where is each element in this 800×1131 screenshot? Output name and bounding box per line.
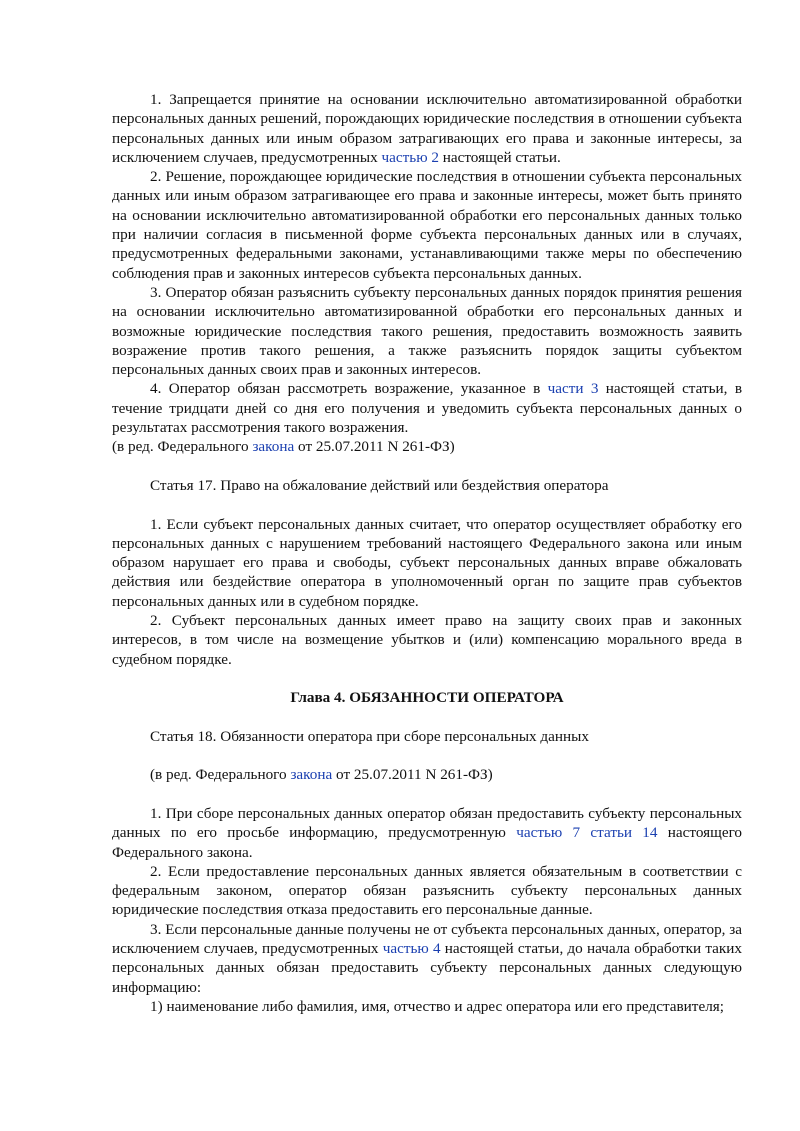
article18-amendment-note xyxy=(112,765,742,784)
text: настоящей статьи, до начала обработки таких персональных данных обязан предоставить субъекту персональных данных следующую информацию: xyxy=(112,940,743,996)
link-law[interactable]: закона xyxy=(252,438,295,456)
chapter4-title: Глава 4. ОБЯЗАННОСТИ ОПЕРАТОРА xyxy=(290,689,564,707)
spacer xyxy=(112,785,742,804)
link-law[interactable]: закона xyxy=(290,766,333,784)
article17-title: Статья 17. Право на обжалование действий или бездействия оператора xyxy=(150,476,609,494)
spacer xyxy=(112,708,742,727)
article18-paragraph-1 xyxy=(112,804,742,862)
text: от 25.07.2011 N 261-ФЗ) xyxy=(332,766,493,784)
article16-paragraph-1 xyxy=(112,90,742,167)
article17-paragraph-2: 2. Субъект персональных данных имеет право на защиту своих прав и законных интересов, в том числе на возмещение убытков и (или) компенсацию морального вреда в судебном порядке. xyxy=(112,612,742,668)
link-part-4[interactable]: частью 4 xyxy=(382,940,441,958)
link-part-3[interactable]: части 3 xyxy=(547,380,599,398)
article16-paragraph-4 xyxy=(112,379,742,437)
text: (в ред. Федерального xyxy=(112,438,253,456)
link-part-7-article-14[interactable]: частью 7 статьи 14 xyxy=(516,824,658,842)
link-part-2[interactable]: частью 2 xyxy=(381,148,439,166)
text: от 25.07.2011 N 261-ФЗ) xyxy=(294,438,455,456)
article18-list-item-1: 1) наименование либо фамилия, имя, отчество и адрес оператора или его представителя; xyxy=(150,997,724,1015)
text: 4. Оператор обязан рассмотреть возражение, указанное в xyxy=(150,380,548,398)
document-page xyxy=(112,90,742,1016)
article16-amendment-note xyxy=(112,437,742,456)
spacer xyxy=(112,746,742,765)
text: настоящей статьи. xyxy=(438,148,561,166)
spacer xyxy=(112,669,742,688)
text: (в ред. Федерального xyxy=(150,766,291,784)
text: 3. Если персональные данные получены не от субъекта персональных данных, оператор, за исключением случаев, предусмотренных xyxy=(112,920,742,958)
article16-paragraph-2: 2. Решение, порождающее юридические последствия в отношении субъекта персональных данных или иным образом затрагивающее его права и законные интересы, может быть принято на основании исключительно автоматизированной обработки его персональных данных только при наличии согласия в письменной форме субъекта персональных данных или в случаях, предусмотренных федеральными законами, устанавливающими также меры по обеспечению соблюдения прав и законных интересов субъекта персональных данных. xyxy=(112,168,742,282)
text: настоящего Федерального закона. xyxy=(112,824,743,861)
article17-paragraph-1: 1. Если субъект персональных данных считает, что оператор осуществляет обработку его персональных данных с нарушением требований настоящего Федерального закона или иным образом нарушает его права и свободы, субъект персональных данных вправе обжаловать действия или бездействие оператора в уполномоченный орган по защите прав субъектов персональных данных или в судебном порядке. xyxy=(112,515,742,610)
text: 1. При сборе персональных данных оператор обязан предоставить субъекту персональных данных по его просьбе информацию, предусмотренную xyxy=(112,804,742,842)
article18-paragraph-2: 2. Если предоставление персональных данных является обязательным в соответствии с федеральным законом, оператор обязан разъяснить субъекту персональных данных юридические последствия отказа предоставить его персональные данные. xyxy=(112,862,742,919)
text: настоящей статьи, в течение тридцати дней со дня его получения и уведомить субъекта персональных данных о результатах рассмотрения такого возражения. xyxy=(112,380,742,437)
article16-paragraph-3: 3. Оператор обязан разъяснить субъекту персональных данных порядок принятия решения на основании исключительно автоматизированной обработки его персональных данных и возможные юридические последствия такого решения, предоставить возможность заявить возражение против такого решения, а также разъяснить порядок защиты субъектом персональных данных своих прав и законных интересов. xyxy=(112,283,742,379)
spacer xyxy=(112,457,742,476)
article18-title: Статья 18. Обязанности оператора при сборе персональных данных xyxy=(150,727,589,745)
text: 1. Запрещается принятие на основании исключительно автоматизированной обработки персональных данных решений, порождающих юридические последствия в отношении субъекта персональных данных или иным образом затрагивающих его права и законные интересы, за исключением случаев, предусмотренных xyxy=(112,91,742,166)
spacer xyxy=(112,495,742,514)
article18-paragraph-3 xyxy=(112,920,742,997)
